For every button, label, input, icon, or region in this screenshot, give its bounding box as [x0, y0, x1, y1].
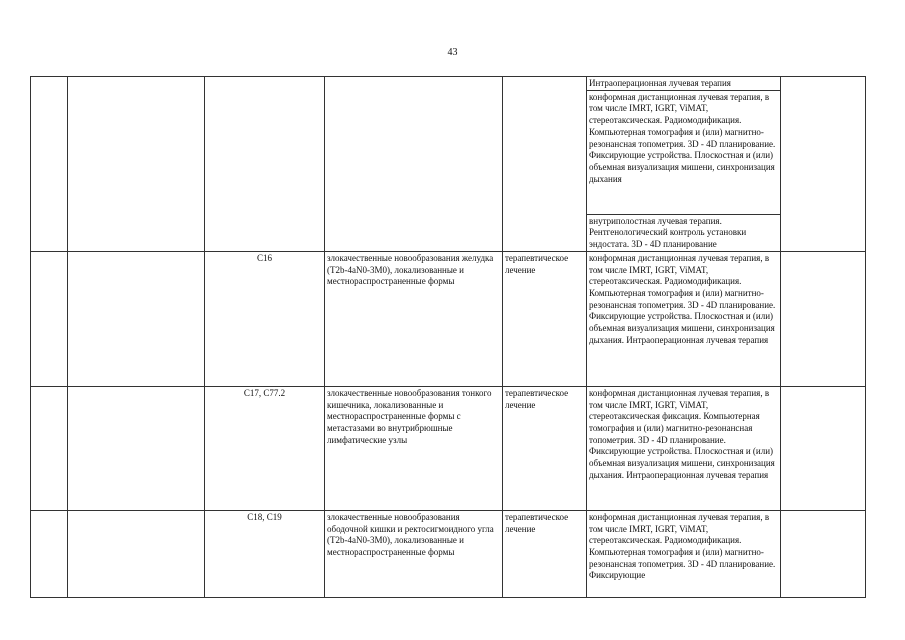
treatment-type-cell: терапевтическое лечение [503, 386, 587, 510]
method-cell: конформная дистанционная лучевая терапия, в том числе IMRT, IGRT, ViMAT, стереотаксическая фиксация. Компьютерная томография и (или) магнитно-резонансная топометрия. 3D - 4D планирование. Фиксирующие устройства. Плоскостная и (или) объемная визуализация мишени, синхронизация дыхания. Интраоперационная лучевая терапия [587, 386, 781, 510]
medical-care-table [30, 76, 866, 598]
col-extra-cell [781, 386, 866, 510]
col-profile-cell [68, 510, 205, 597]
col-profile-cell [68, 251, 205, 386]
treatment-type-cell: терапевтическое лечение [503, 510, 587, 597]
col-extra-cell [781, 510, 866, 597]
col-number-cell [31, 77, 68, 252]
table-row [31, 251, 866, 386]
diagnosis-code-cell: C18, C19 [205, 510, 325, 597]
col-profile-cell [68, 77, 205, 252]
table-row [31, 77, 866, 91]
col-extra-cell [781, 77, 866, 252]
method-cell: конформная дистанционная лучевая терапия, в том числе IMRT, IGRT, ViMAT, стереотаксическая. Радиомодификация. Компьютерная томография и (или) магнитно-резонансная топометрия. 3D - 4D планирование. Фиксирующие устройства. Плоскостная и (или) объемная визуализация мишени, синхронизация дыхания [587, 90, 781, 214]
method-cell: Интраоперационная лучевая терапия [587, 77, 781, 91]
diagnosis-cell: злокачественные новообразования желудка (T2b-4aN0-3M0), локализованные и местнораспространенные формы [325, 251, 503, 386]
treatment-type-cell: терапевтическое лечение [503, 251, 587, 386]
table-row [31, 510, 866, 597]
method-cell: конформная дистанционная лучевая терапия, в том числе IMRT, IGRT, ViMAT, стереотаксическая. Радиомодификация. Компьютерная томография и (или) магнитно-резонансная топометрия. 3D - 4D планирование. Фиксирующие [587, 510, 781, 597]
diagnosis-cell: злокачественные новообразования тонкого кишечника, локализованные и местнораспространенные формы с метастазами во внутрибрюшные лимфатические узлы [325, 386, 503, 510]
method-cell: конформная дистанционная лучевая терапия, в том числе IMRT, IGRT, ViMAT, стереотаксическая. Радиомодификация. Компьютерная томография и (или) магнитно-резонансная топометрия. 3D - 4D планирование. Фиксирующие устройства. Плоскостная и (или) объемная визуализация мишени, синхронизация дыхания. Интраоперационная лучевая терапия [587, 251, 781, 386]
col-number-cell [31, 386, 68, 510]
diagnosis-cell: злокачественные новообразования ободочной кишки и ректосигмоидного угла (T2b-4aN0-3M0), локализованные и местнораспространенные формы [325, 510, 503, 597]
table-row [31, 386, 866, 510]
method-cell: внутриполостная лучевая терапия. Рентгенологический контроль установки эндостата. 3D - 4D планирование [587, 214, 781, 251]
page-number: 43 [447, 47, 458, 58]
diagnosis-code-cell: C16 [205, 251, 325, 386]
col-number-cell [31, 251, 68, 386]
diagnosis-code-cell: C17, C77.2 [205, 386, 325, 510]
diagnosis-cell [325, 77, 503, 252]
col-number-cell [31, 510, 68, 597]
col-profile-cell [68, 386, 205, 510]
treatment-type-cell [503, 77, 587, 252]
diagnosis-code-cell [205, 77, 325, 252]
col-extra-cell [781, 251, 866, 386]
